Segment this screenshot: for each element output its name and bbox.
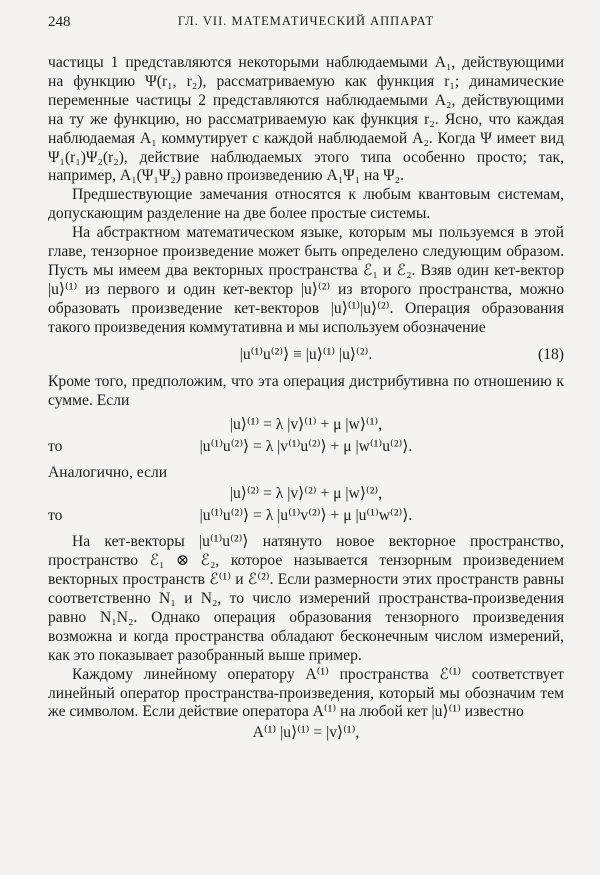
connective-word: то (48, 438, 63, 456)
equation-18 (48, 346, 564, 365)
paragraph: Аналогично, если (48, 464, 168, 482)
equation (48, 507, 564, 526)
equation-body: |u⁽¹⁾u⁽²⁾⟩ ≡ |u⟩⁽¹⁾ |u⟩⁽²⁾. (239, 345, 373, 363)
page-number: 248 (48, 14, 71, 30)
paragraph: частицы 1 представляются некоторыми наблюдаемыми A₁, действующими на функцию Ψ(r₁, r₂), рассматриваемую как функция r₁; динамические переменные частицы 2 представляются наблюдаемыми A₂, действующими на ту же функцию, но рассматриваемую как функция r₂. Ясно, что каждая наблюдаемая A₁ коммутирует с каждой наблюдаемой A₂. Когда Ψ имеет вид Ψ₁(r₁)Ψ₂(r₂), действие наблюдаемых этого типа особенно просто; так, например, A₁(Ψ₁Ψ₂) равно произведению A₁Ψ₁ на Ψ₂. (48, 54, 564, 185)
main-text (48, 54, 564, 745)
paragraph: На абстрактном математическом языке, которым мы пользуемся в этой главе, тензорное произведение может быть определено следующим образом. Пусть мы имеем два векторных пространства ℰ₁ и ℰ₂. Взяв один кет-вектор |u⟩⁽¹⁾ из первого и один кет-вектор |u⟩⁽²⁾ из второго пространства, можно образовать произведение кет-векторов |u⟩⁽¹⁾|u⟩⁽²⁾. Операция образования такого произведения коммутативна и мы используем обозначение (48, 224, 564, 336)
equation (48, 438, 564, 457)
equation-body: |u⟩⁽²⁾ = λ |v⟩⁽²⁾ + μ |w⟩⁽²⁾, (229, 485, 383, 503)
paragraph: Кроме того, предположим, что эта операция дистрибутивна по отношению к сумме. Если (48, 372, 564, 409)
paragraph: Каждому линейному оператору A⁽¹⁾ пространства ℰ⁽¹⁾ соответствует линейный оператор пространства-произведения, который мы обозначим тем же символом. Если действие оператора A⁽¹⁾ на любой кет |u⟩⁽¹⁾ известно (48, 665, 564, 721)
paragraph: Предшествующие замечания относятся к любым квантовым системам, допускающим разделение на две более простые системы. (48, 186, 564, 223)
connective-word: то (48, 507, 63, 525)
equation (48, 485, 564, 504)
equation-body: |u⁽¹⁾u⁽²⁾⟩ = λ |u⁽¹⁾v⁽²⁾⟩ + μ |u⁽¹⁾w⁽²⁾⟩. (199, 507, 413, 525)
running-head: ГЛ. VII. МАТЕМАТИЧЕСКИЙ АППАРАТ (177, 14, 435, 28)
page-header (48, 14, 564, 38)
equation (48, 724, 564, 743)
paragraph: На кет-векторы |u⁽¹⁾u⁽²⁾⟩ натянуто новое векторное пространство, пространство ℰ₁ ⊗ ℰ₂, которое называется тензорным произведением векторных пространств ℰ⁽¹⁾ и ℰ⁽²⁾. Если размерности этих пространств равны соответственно N₁ и N₂, то число измерений пространства-произведения равно N₁N₂. Однако операция образования тензорного произведения возможна и когда пространства обладают бесконечным числом измерений, как это показывает разобранный выше пример. (48, 533, 564, 664)
equation-number: (18) (538, 345, 564, 363)
equation-body: |u⟩⁽¹⁾ = λ |v⟩⁽¹⁾ + μ |w⟩⁽¹⁾, (229, 416, 383, 434)
equation-body: A⁽¹⁾ |u⟩⁽¹⁾ = |v⟩⁽¹⁾, (252, 724, 360, 742)
equation-body: |u⁽¹⁾u⁽²⁾⟩ = λ |v⁽¹⁾u⁽²⁾⟩ + μ |w⁽¹⁾u⁽²⁾⟩. (199, 438, 413, 456)
equation (48, 416, 564, 435)
